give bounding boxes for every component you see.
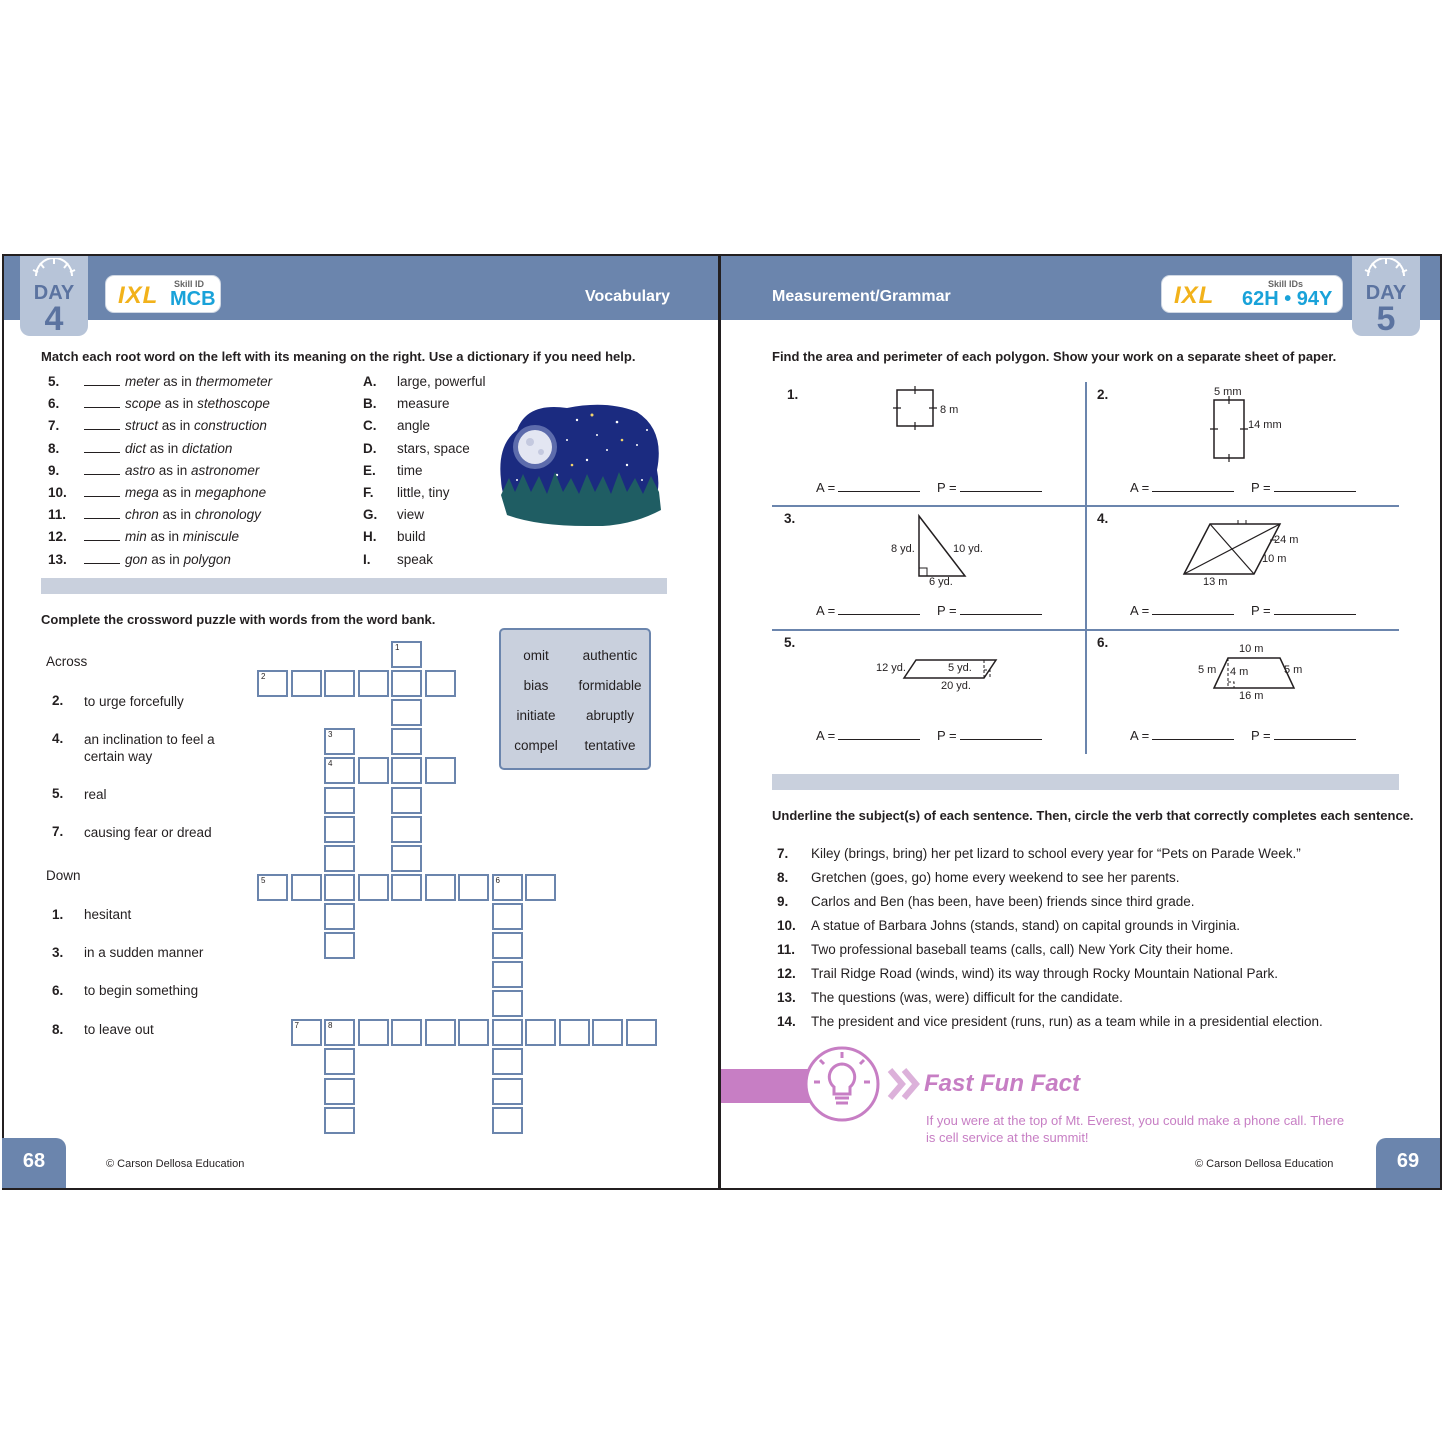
answer-blank[interactable] <box>84 407 120 408</box>
area-field[interactable] <box>1130 728 1234 743</box>
meaning-text: little, tiny <box>397 485 450 500</box>
answer-blank[interactable] <box>84 385 120 386</box>
shape-label: 5 m <box>1284 664 1303 676</box>
crossword-instruction: Complete the crossword puzzle with words from the word bank. <box>41 612 436 627</box>
crossword-cell[interactable] <box>324 874 355 901</box>
skill-code: MCB <box>170 288 216 310</box>
crossword-cell[interactable] <box>324 816 355 843</box>
vocab-item <box>84 463 259 481</box>
area-field[interactable] <box>1130 480 1234 495</box>
crossword-cell[interactable] <box>324 932 355 959</box>
perimeter-answer-blank[interactable] <box>1274 739 1356 740</box>
crossword-cell-number: 1 <box>395 643 400 652</box>
vocab-number: 8. <box>48 440 60 456</box>
word-bank-word: initiate <box>516 708 556 723</box>
vocab-item <box>84 396 270 414</box>
word-bank-word: omit <box>523 648 549 663</box>
day-number: 5 <box>1376 300 1396 338</box>
perimeter-field[interactable] <box>1251 480 1356 495</box>
meaning-letter: A. <box>363 374 377 389</box>
crossword-cell[interactable] <box>425 670 456 697</box>
down-heading: Down <box>46 868 81 883</box>
example-word: chronology <box>194 507 261 523</box>
example-word: construction <box>194 418 267 434</box>
crossword-cell[interactable] <box>358 757 389 784</box>
area-label: A = <box>1130 480 1150 495</box>
perimeter-field[interactable] <box>937 603 1042 618</box>
as-in-text: as in <box>146 529 183 545</box>
meaning-text: time <box>397 462 423 478</box>
across-clue: causing fear or dread <box>84 825 212 840</box>
shape-label: 16 m <box>1239 690 1264 702</box>
crossword-cell[interactable] <box>324 1107 355 1134</box>
day-label: DAY <box>33 282 75 304</box>
across-clue-number: 5. <box>52 786 64 801</box>
crossword-cell[interactable] <box>324 1019 355 1046</box>
crossword-cell[interactable] <box>324 787 355 814</box>
across-clue: to urge forcefully <box>84 694 184 709</box>
vocab-number: 11. <box>48 507 67 523</box>
shape-label: 8 m <box>940 404 959 416</box>
vocab-item <box>84 507 261 525</box>
crossword-cell[interactable] <box>492 1107 523 1134</box>
meaning-letter: F. <box>363 485 374 500</box>
as-in-text: as in <box>146 440 183 456</box>
word-bank-word: compel <box>514 738 558 753</box>
crossword-cell[interactable] <box>358 670 389 697</box>
section-title-left: Vocabulary <box>585 288 671 305</box>
root-word: chron <box>125 507 159 523</box>
vocab-item <box>84 441 232 459</box>
word-bank-word: authentic <box>582 648 638 663</box>
sentence-text: Kiley (brings, bring) her pet lizard to school every year for “Pets on Parade Week.” <box>811 846 1301 861</box>
meaning-letter: C. <box>363 418 377 434</box>
answer-blank[interactable] <box>84 496 120 497</box>
shape-label: 5 m <box>1198 664 1217 676</box>
word-bank-word: tentative <box>584 738 636 753</box>
example-word: megaphone <box>194 485 267 500</box>
page-divider <box>718 254 721 1190</box>
vocab-number: 13. <box>48 551 67 567</box>
crossword-cell-number: 4 <box>328 759 333 769</box>
shape-label: 14 mm <box>1248 419 1282 431</box>
sentence-number: 9. <box>777 894 789 909</box>
root-word: astro <box>125 462 156 478</box>
perimeter-label: P = <box>1251 603 1271 618</box>
sentence-text: Two professional baseball teams (calls, call) New York City their home. <box>811 942 1234 957</box>
root-word: dict <box>125 440 147 456</box>
crossword-cell[interactable] <box>492 874 523 901</box>
copyright-left: © Carson Dellosa Education <box>106 1158 245 1170</box>
meaning-text: stars, space <box>397 440 470 456</box>
meaning-text: angle <box>397 418 431 434</box>
shape-label: 8 yd. <box>891 543 915 555</box>
crossword-cell[interactable] <box>391 757 422 784</box>
vocab-item <box>84 418 267 436</box>
crossword-cell[interactable] <box>291 874 322 901</box>
as-in-text: as in <box>158 418 195 434</box>
across-clue-number: 4. <box>52 731 64 746</box>
crossword-cell[interactable] <box>358 1019 389 1046</box>
shape-label: 5 yd. <box>948 662 972 674</box>
perimeter-field[interactable] <box>937 480 1042 495</box>
meaning-text: view <box>397 507 425 523</box>
problem-number: 3. <box>784 511 796 526</box>
shape-label: 6 yd. <box>929 576 953 588</box>
area-label: A = <box>816 480 836 495</box>
as-in-text: as in <box>158 485 195 500</box>
day-tab-left <box>20 256 88 336</box>
night-sky-illustration <box>497 400 665 526</box>
crossword-cell[interactable] <box>324 728 355 755</box>
crossword-cell[interactable] <box>492 990 523 1017</box>
shape-label: 13 m <box>1203 576 1228 588</box>
across-clue: an inclination to feel a certain way <box>84 732 215 764</box>
meaning-text: large, powerful <box>397 374 486 389</box>
down-clue-number: 8. <box>52 1022 64 1037</box>
crossword-cell[interactable] <box>391 1019 422 1046</box>
vocab-number: 12. <box>48 529 67 545</box>
sentence-number: 8. <box>777 870 789 885</box>
down-clue-number: 6. <box>52 983 64 998</box>
crossword-cell[interactable] <box>492 932 523 959</box>
crossword-cell[interactable] <box>391 874 422 901</box>
crossword-cell[interactable] <box>391 845 422 872</box>
area-label: A = <box>816 603 836 618</box>
perimeter-label: P = <box>937 728 957 743</box>
crossword-cell[interactable] <box>358 874 389 901</box>
page-number-left: 68 <box>2 1138 66 1188</box>
as-in-text: as in <box>158 507 195 523</box>
answer-blank[interactable] <box>84 474 120 475</box>
crossword-cell[interactable] <box>458 1019 489 1046</box>
crossword-cell[interactable] <box>324 1078 355 1105</box>
example-word: dictation <box>182 440 233 456</box>
answer-blank[interactable] <box>84 563 120 564</box>
copyright-right: © Carson Dellosa Education <box>1195 1158 1334 1170</box>
down-clue: to begin something <box>84 983 199 998</box>
crossword-cell-number: 2 <box>261 672 266 682</box>
sentence-text: Carlos and Ben (has been, have been) friends since third grade. <box>811 894 1195 909</box>
skill-code: 62H • 94Y <box>1242 288 1333 310</box>
root-word: min <box>125 529 147 545</box>
sun-rays-icon <box>1364 258 1408 278</box>
fact-text: If you were at the top of Mt. Everest, you could make a phone call. There is cell service at the summit! <box>926 1113 1345 1145</box>
problem-number: 2. <box>1097 387 1109 402</box>
meaning-text: speak <box>397 551 434 567</box>
shape-label: 10 m <box>1262 553 1287 565</box>
example-word: stethoscope <box>197 396 270 412</box>
crossword-cell[interactable] <box>391 699 422 726</box>
area-answer-blank[interactable] <box>1152 491 1234 492</box>
perimeter-answer-blank[interactable] <box>1274 614 1356 615</box>
grid-divider-horizontal <box>772 629 1399 631</box>
crossword-cell[interactable] <box>391 816 422 843</box>
crossword-cell-number: 3 <box>328 730 333 740</box>
problem-number: 6. <box>1097 635 1109 650</box>
crossword-cell[interactable] <box>324 1048 355 1075</box>
area-answer-blank[interactable] <box>1152 614 1234 615</box>
down-clue-number: 3. <box>52 945 64 960</box>
perimeter-answer-blank[interactable] <box>960 739 1042 740</box>
crossword-cell-number: 8 <box>328 1021 333 1031</box>
root-word: mega <box>125 485 159 500</box>
crossword-cell-number: 6 <box>495 875 500 885</box>
crossword-cell[interactable] <box>492 1048 523 1075</box>
perimeter-label: P = <box>1251 728 1271 743</box>
crossword-cell[interactable] <box>324 845 355 872</box>
shape-label: 20 yd. <box>941 680 971 692</box>
skill-label: Skill IDs <box>1268 279 1304 289</box>
example-word: astronomer <box>191 462 260 478</box>
crossword-cell[interactable] <box>492 1078 523 1105</box>
skill-label: Skill ID <box>174 279 205 289</box>
crossword-cell[interactable] <box>391 728 422 755</box>
ixl-skill-badge-left[interactable] <box>106 276 220 312</box>
crossword-cell[interactable] <box>324 757 355 784</box>
root-word: gon <box>125 551 148 567</box>
area-answer-blank[interactable] <box>838 614 920 615</box>
area-answer-blank[interactable] <box>838 739 920 740</box>
shape-label: 4 m <box>1230 666 1249 678</box>
crossword-cell-number: 7 <box>294 1021 299 1031</box>
meaning-letter: B. <box>363 396 377 412</box>
crossword-cell[interactable] <box>492 1019 523 1046</box>
answer-blank[interactable] <box>84 540 120 541</box>
meaning-text: build <box>397 529 426 545</box>
ixl-logo: IXL <box>118 282 159 309</box>
word-bank-word: formidable <box>578 678 642 693</box>
area-field[interactable] <box>816 480 920 495</box>
down-clue: in a sudden manner <box>84 945 204 960</box>
crossword-cell[interactable] <box>391 670 422 697</box>
crossword-cell[interactable] <box>324 670 355 697</box>
meaning-letter: D. <box>363 440 377 456</box>
as-in-text: as in <box>147 551 184 567</box>
area-field[interactable] <box>1130 603 1234 618</box>
root-word: scope <box>125 396 162 412</box>
perimeter-answer-blank[interactable] <box>1274 491 1356 492</box>
section-separator-left <box>41 578 667 594</box>
across-clue: real <box>84 787 107 802</box>
sentence-number: 10. <box>777 918 796 933</box>
crossword-cell[interactable] <box>492 961 523 988</box>
vocab-item <box>84 485 266 503</box>
down-clue: to leave out <box>84 1022 154 1037</box>
crossword-cell[interactable] <box>324 903 355 930</box>
perimeter-label: P = <box>937 480 957 495</box>
sentence-text: A statue of Barbara Johns (stands, stand) on capital grounds in Virginia. <box>811 918 1241 933</box>
crossword-cell[interactable] <box>257 670 288 697</box>
sentence-number: 14. <box>777 1014 796 1029</box>
perimeter-answer-blank[interactable] <box>960 491 1042 492</box>
area-label: A = <box>816 728 836 743</box>
day-number: 4 <box>44 300 64 338</box>
sentence-number: 11. <box>777 942 796 957</box>
vocab-number: 10. <box>48 485 67 500</box>
as-in-text: as in <box>155 462 192 478</box>
meaning-letter: H. <box>363 529 377 545</box>
answer-blank[interactable] <box>84 429 120 430</box>
area-field[interactable] <box>816 728 920 743</box>
sentence-number: 12. <box>777 966 796 981</box>
problem-number: 4. <box>1097 511 1109 526</box>
problem-number: 1. <box>787 387 799 402</box>
shape-label: 24 m <box>1274 534 1299 546</box>
vocab-item <box>84 552 231 570</box>
day-label: DAY <box>1365 282 1407 304</box>
rhombus-shape <box>1180 520 1282 578</box>
grid-divider-horizontal <box>772 505 1399 507</box>
crossword-cell[interactable] <box>425 874 456 901</box>
area-label: A = <box>1130 603 1150 618</box>
answer-blank[interactable] <box>84 452 120 453</box>
perimeter-field[interactable] <box>1251 603 1356 618</box>
area-answer-blank[interactable] <box>1152 739 1234 740</box>
example-word: miniscule <box>182 529 240 545</box>
section-separator-right <box>772 774 1399 790</box>
crossword-cell[interactable] <box>592 1019 623 1046</box>
crossword-cell[interactable] <box>559 1019 590 1046</box>
grid-divider-vertical <box>1085 382 1087 754</box>
vocab-item <box>84 374 272 392</box>
crossword-cell[interactable] <box>425 1019 456 1046</box>
down-clue-number: 1. <box>52 907 64 922</box>
lightbulb-icon <box>800 1044 924 1124</box>
shape-label: 10 yd. <box>953 543 983 555</box>
across-clue-number: 7. <box>52 824 64 839</box>
meaning-letter: I. <box>363 551 371 567</box>
sentence-text: Gretchen (goes, go) home every weekend to see her parents. <box>811 870 1180 885</box>
crossword-cell[interactable] <box>257 874 288 901</box>
shape-label: 5 mm <box>1214 386 1242 398</box>
section-title-right: Measurement/Grammar <box>772 288 951 305</box>
meaning-letter: E. <box>363 462 376 478</box>
perimeter-field[interactable] <box>1251 728 1356 743</box>
vocab-number: 5. <box>48 374 60 389</box>
area-answer-blank[interactable] <box>838 491 920 492</box>
crossword-cell[interactable] <box>626 1019 657 1046</box>
fact-title: Fast Fun Fact <box>924 1070 1081 1097</box>
word-bank-word: abruptly <box>585 708 635 723</box>
across-clue-number: 2. <box>52 693 64 708</box>
day-tab-right <box>1352 256 1420 336</box>
crossword-cell[interactable] <box>458 874 489 901</box>
down-clue: hesitant <box>84 907 132 922</box>
perimeter-label: P = <box>1251 480 1271 495</box>
ixl-logo: IXL <box>1174 282 1215 309</box>
sentence-text: The questions (was, were) difficult for the candidate. <box>811 990 1123 1005</box>
vocab-number: 9. <box>48 462 60 478</box>
perimeter-label: P = <box>937 603 957 618</box>
crossword-cell-number: 5 <box>261 875 266 885</box>
sentence-number: 7. <box>777 846 789 861</box>
page-number-right: 69 <box>1376 1138 1440 1188</box>
vocab-number: 6. <box>48 396 60 412</box>
vocab-number: 7. <box>48 418 60 434</box>
crossword-cell[interactable] <box>525 874 556 901</box>
area-field[interactable] <box>816 603 920 618</box>
crossword-cell[interactable] <box>525 1019 556 1046</box>
crossword-cell[interactable] <box>391 641 422 668</box>
perimeter-answer-blank[interactable] <box>960 614 1042 615</box>
perimeter-field[interactable] <box>937 728 1042 743</box>
meaning-text: measure <box>397 396 450 412</box>
geometry-instruction: Find the area and perimeter of each polygon. Show your work on a separate sheet of paper. <box>772 349 1337 364</box>
crossword-cell[interactable] <box>291 670 322 697</box>
vocab-instruction: Match each root word on the left with its meaning on the right. Use a dictionary if you need help. <box>41 349 636 364</box>
word-bank <box>499 628 651 770</box>
crossword-cell[interactable] <box>492 903 523 930</box>
crossword-cell[interactable] <box>391 787 422 814</box>
crossword-cell[interactable] <box>425 757 456 784</box>
sun-rays-icon <box>32 258 76 278</box>
ixl-skill-badge-right[interactable] <box>1162 276 1342 312</box>
sentence-text: Trail Ridge Road (winds, wind) its way through Rocky Mountain National Park. <box>811 966 1278 981</box>
example-word: polygon <box>183 551 231 567</box>
sentence-text: The president and vice president (runs, run) as a team while in a presidential election. <box>811 1014 1323 1029</box>
grammar-instruction: Underline the subject(s) of each sentence. Then, circle the verb that correctly completes each sentence. <box>772 808 1414 823</box>
word-bank-word: bias <box>523 678 549 693</box>
across-heading: Across <box>46 654 88 669</box>
vocab-item <box>84 529 239 547</box>
problem-number: 5. <box>784 635 796 650</box>
as-in-text: as in <box>159 374 196 389</box>
shape-label: 10 m <box>1239 643 1264 655</box>
answer-blank[interactable] <box>84 518 120 519</box>
root-word: struct <box>125 418 159 434</box>
as-in-text: as in <box>161 396 198 412</box>
area-label: A = <box>1130 728 1150 743</box>
shape-label: 12 yd. <box>876 662 906 674</box>
meaning-letter: G. <box>363 507 378 523</box>
sentence-number: 13. <box>777 990 796 1005</box>
example-word: thermometer <box>195 374 273 389</box>
root-word: meter <box>125 374 160 389</box>
crossword-cell[interactable] <box>291 1019 322 1046</box>
